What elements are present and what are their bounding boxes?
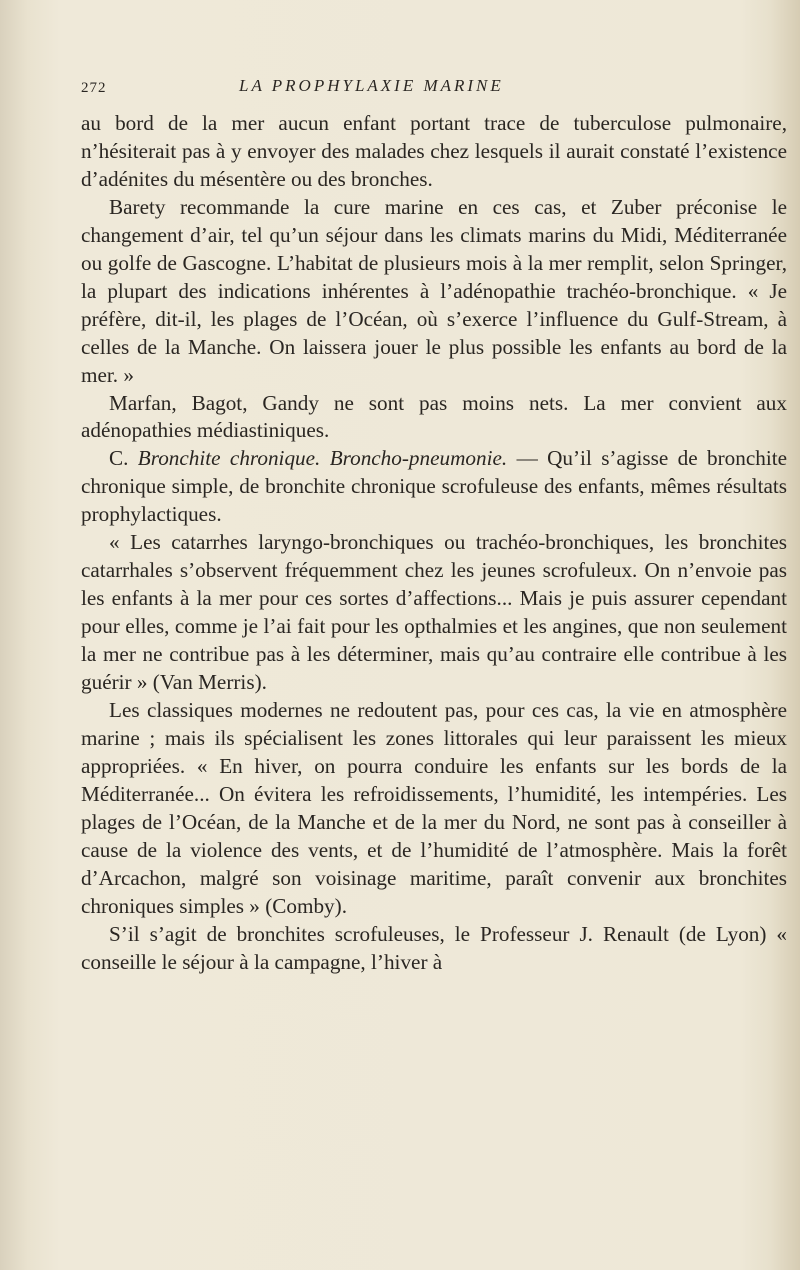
paragraph-3: Marfan, Bagot, Gandy ne sont pas moins nets. La mer convient aux adénopathies médiastiniques. — [81, 390, 787, 443]
page-header — [81, 76, 781, 102]
section-c-letter: C. — [109, 446, 129, 471]
paragraph-6: Les classiques modernes ne redoutent pas, pour ces cas, la vie en atmosphère marine ; mais ils spécialisent les zones littorales qui leur paraissent les mieux appropriées. « En hiver, on pourra conduire les enfants sur les bords de la Méditerranée... On évitera les refroidissements, l’humidité, les intempéries. Les plages de l’Océan, de la Manche et de la mer du Nord, ne sont pas à conseiller à cause de la violence des vents, et de l’humidité de l’atmosphère. Mais la forêt d’Arcachon, malgré son voisinage maritime, paraît convenir aux bronchites chroniques simples » (Comby). — [81, 698, 787, 918]
paragraph-7: S’il s’agit de bronchites scrofuleuses, le Professeur J. Renault (de Lyon) « conseille le séjour à la campagne, l’hiver à — [81, 921, 787, 974]
paragraph-4-section-c — [81, 445, 787, 529]
section-c-title: Bronchite chronique. Broncho-pneumonie. — [137, 446, 508, 471]
body-text — [81, 110, 787, 977]
paragraph-1: au bord de la mer aucun enfant portant trace de tuberculose pulmonaire, n’hésiterait pas à y envoyer des malades chez lesquels il aurait constaté l’existence d’adénites du mésentère ou des bronches. — [81, 111, 787, 191]
paragraph-5: « Les catarrhes laryngo-bronchiques ou trachéo-bronchiques, les bronchites catarrhales s’observent fréquemment chez les jeunes scrofuleux. On n’envoie pas les enfants à la mer pour ces sortes d’affections... Mais je puis assurer cependant pour elles, comme je l’ai fait pour les opthalmies et les angines, que non seulement la mer ne contribue pas à les déterminer, mais qu’au contraire elle contribue à les guérir » (Van Merris). — [81, 530, 787, 695]
paragraph-2: Barety recommande la cure marine en ces cas, et Zuber préconise le changement d’air, tel qu’un séjour dans les climats marins du Midi, Méditerranée ou golfe de Gascogne. L’habitat de plusieurs mois à la mer remplit, selon Springer, la plupart des indications inhérentes à l’adénopathie trachéo-bronchique. « Je préfère, dit-il, les plages de l’Océan, où s’exerce l’influence du Gulf-Stream, à celles de la Manche. On laissera jouer le plus possible les enfants au bord de la mer. » — [81, 194, 787, 387]
page-number: 272 — [81, 80, 107, 96]
section-c-text: — Qu’il s’agisse de bronchite chronique simple, de bronchite chronique scrofuleuse des enfants, mêmes résultats prophylactiques. — [81, 446, 787, 527]
running-head: LA PROPHYLAXIE MARINE — [239, 76, 504, 95]
